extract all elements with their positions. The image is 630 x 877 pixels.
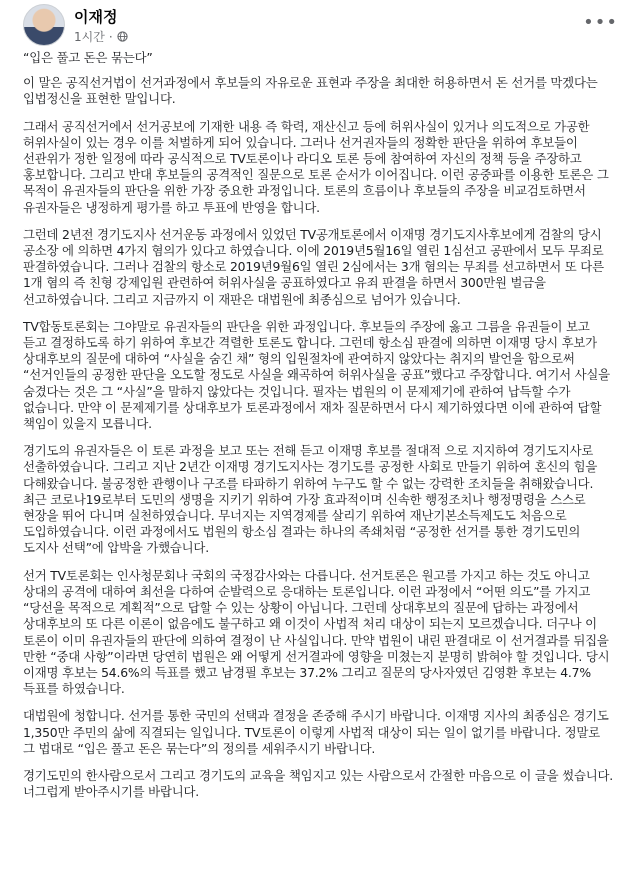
post-paragraph: 선거 TV토론회는 인사청문회나 국회의 국정감사와는 다릅니다. 선거토론은 원고를 가지고 하는 것도 아니고 상대의 공격에 대하여 최선을 다하여 순발력으로 응대하는 토론입니다. 이런 과정에서 “어떤 의도”를 가지고 “당선을 목적으로 계획적”으로 답할 수 있는 상황이 아닙니다. 그런데 상대후보의 질문에 답하는 과정에서 상대후보의 또 다른 이론이 없음에도 불구하고 왜 이것이 사법적 처리 대상이 되는지 모르겠습니다. 더구나 이 토론이 이미 유권자들의 판단에 의하여 결정이 난 사실입니다. 만약 법원이 내린 판결대로 이 선거결과를 뒤집을 만한 “중대 사항”이라면 당연히 법원은 왜 어떻게 선거결과에 영향을 미쳤는지 분명히 밝혀야 할 것입니다. 당시 이재명 후보는 54.6%의 득표를 했고 남경필 후보는 37.2% 그리고 질문의 당사자였던 김영환 후보는 4.7% 득표를 하였습니다. bbox=[23, 567, 610, 697]
post-meta bbox=[74, 28, 128, 45]
separator-dot: · bbox=[108, 29, 113, 44]
more-icon[interactable]: ••• bbox=[583, 12, 618, 33]
globe-icon bbox=[117, 31, 128, 42]
post-paragraph-quote: “입은 풀고 돈은 묶는다” bbox=[23, 50, 153, 65]
post-paragraph: 대법원에 청합니다. 선거를 통한 국민의 선택과 결정을 존중해 주시기 바랍니다. 이재명 지사의 최종심은 경기도 1,350만 주민의 삶에 직결되는 일입니다. TV토론이 이렇게 사법적 대상이 되는 일이 없기를 바랍니다. 정말로 그 법대로 “입은 풀고 돈은 묶는다”의 정의를 세워주시기 바랍니다. bbox=[23, 708, 609, 756]
post-time[interactable]: 1시간 bbox=[74, 30, 105, 44]
post-body bbox=[23, 50, 613, 811]
post-paragraph: 이 말은 공직선거법이 선거과정에서 후보들의 자유로운 표현과 주장을 최대한 허용하면서 돈 선거를 막겠다는 입법정신을 표현한 말입니다. bbox=[23, 75, 598, 107]
author-name[interactable]: 이재정 bbox=[74, 8, 118, 26]
post-paragraph: 경기도의 유권자들은 이 토론 과정을 보고 또는 전해 듣고 이재명 후보를 절대적 으로 지지하여 경기도지사로 선출하였습니다. 그리고 지난 2년간 이재명 경기도지사는 경기도를 공정한 사회로 만들기 위하여 혼신의 힘을 다해왔습니다. 불공정한 관행이나 구조를 타파하기 위하여 누구도 할 수 없는 강력한 조치들을 취해왔습니다. 최근 코로나19로부터 도민의 생명을 지키기 위하여 가장 효과적이며 신속한 행정조치나 행정명령을 스스로 현장을 뛰어 다니며 실천하였습니다. 무너지는 지역경제를 살리기 위하여 재난기본소득제도도 처음으로 도입하였습니다. 이런 과정에서도 법원의 항소심 결과는 하나의 족쇄처럼 “공정한 선거를 통한 경기도민의 도지사 선택”에 압박을 가했습니다. bbox=[23, 443, 598, 556]
avatar[interactable] bbox=[23, 4, 65, 46]
post-paragraph: 경기도민의 한사람으로서 그리고 경기도의 교육을 책임지고 있는 사람으로서 간절한 마음으로 이 글을 썼습니다. 너그럽게 받아주시기를 바랍니다. bbox=[23, 767, 613, 800]
post-paragraph: 그래서 공직선거에서 선거공보에 기재한 내용 즉 학력, 재산신고 등에 허위사실이 있거나 의도적으로 가공한 허위사실이 있는 경우 이를 처벌하게 되어 있습니다. 그러나 선거권자들의 정확한 판단을 위하여 후보들이 선관위가 정한 일정에 따라 공식적으로 TV토론이나 라디오 토론 등에 참여하여 자신의 정책 등을 주장하고 홍보합니다. 그리고 반대 후보들의 공격적인 질문으로 토론 순서가 이어집니다. 이런 공중파를 이용한 토론은 그 목적이 유권자들의 판단을 위한 가장 중요한 과정입니다. 토론의 흐름이나 후보들의 주장을 비교검토하면서 유권자들은 냉정하게 평가를 하고 투표에 반영을 합니다. bbox=[23, 118, 609, 215]
post-paragraph: TV합동토론회는 그야말로 유권자들의 판단을 위한 과정입니다. 후보들의 주장에 옳고 그름을 유권들이 보고 듣고 결정하도록 하기 위하여 후보간 격렬한 토론도 합니다. 그런데 항소심 판결에 의하면 이재명 당시 후보가 상대후보의 질문에 대하여 “사실을 숨긴 채” 형의 입원절차에 관여하지 않았다는 취지의 발언을 함으로써 “선거인들의 공정한 판단을 오도할 정도로 사실을 왜곡하여 허위사실을 공표”했다고 주장합니다. 여기서 사실을 숨겼다는 것은 그 “사실”을 말하지 않았다는 것입니다. 필자는 법원의 이 문제제기에 관하여 납득할 수가 없습니다. 만약 이 문제제기를 상대후보가 토론과정에서 재차 질문하면서 다시 제기하였다면 이에 관하여 답할 책임이 있을지 모릅니다. bbox=[23, 318, 610, 432]
post-header bbox=[0, 0, 630, 50]
post-paragraph: 그런데 2년전 경기도지사 선거운동 과정에서 있었던 TV공개토론에서 이재명 경기도지사후보에게 검찰의 당시 공소장 에 의하면 4가지 혐의가 있다고 하였습니다. 이에 2019년5월16일 열린 1심선고 공판에서 모두 무죄로 판결하였습니다. 그러나 검찰의 항소로 2019년9월6일 열린 2심에서는 3개 혐의는 무죄를 선고하면서 또 다른 1개 혐의 즉 친형 강제입원 관련하여 허위사실을 공표하였다고 유죄 판결을 하면서 300만원 벌금을 선고하였습니다. 그리고 지금까지 이 재판은 대법원에 최종심으로 넘어가 있습니다. bbox=[23, 226, 604, 307]
